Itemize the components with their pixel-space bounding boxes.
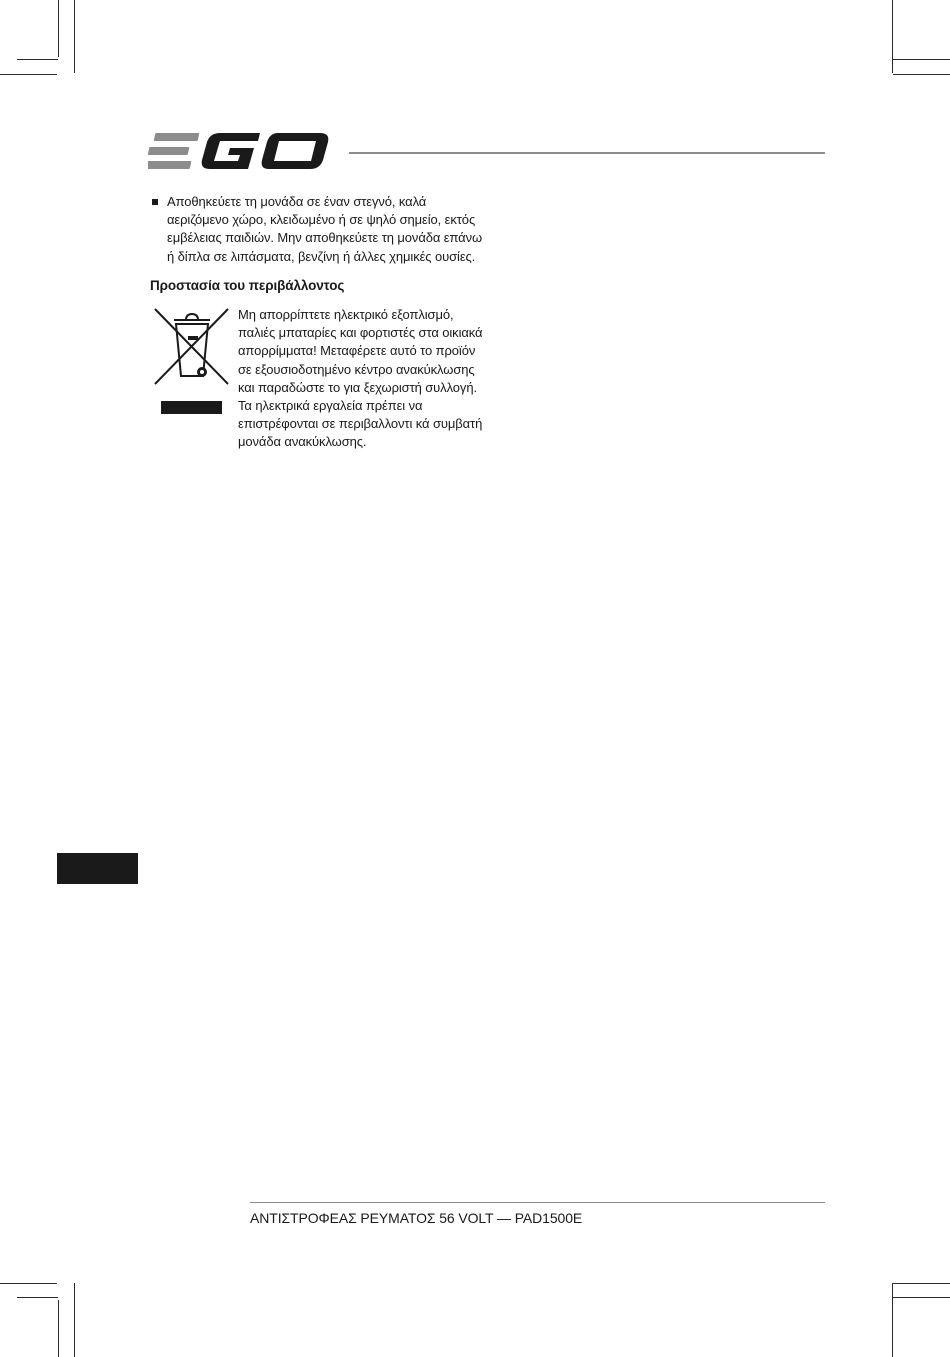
crop-mark xyxy=(17,59,58,60)
footer-rule xyxy=(250,1202,825,1203)
storage-bullet xyxy=(152,193,487,266)
crop-mark xyxy=(74,0,75,73)
crop-mark xyxy=(893,59,950,60)
crossed-out-wheelie-bin-icon xyxy=(152,306,232,418)
crop-mark xyxy=(58,0,59,57)
bullet-marker xyxy=(152,199,158,205)
crop-mark xyxy=(0,74,57,75)
crop-mark xyxy=(893,1283,950,1284)
language-tab xyxy=(57,853,138,884)
crop-mark xyxy=(892,0,893,73)
crop-mark xyxy=(74,1283,75,1357)
crop-mark xyxy=(892,1283,893,1357)
crop-mark xyxy=(0,1283,57,1284)
header-rule xyxy=(349,152,825,154)
crop-mark xyxy=(893,1297,950,1298)
environment-text: Μη απορρίπτετε ηλεκτρικό εξοπλισμό, παλιές μπαταρίες και φορτιστές στα οικιακά απορρίμματα! Μεταφέρετε αυτό το προϊόν σε εξουσιοδοτημένο κέντρο ανακύκλωσης και παραδώστε το για ξεχωριστή συλλογή. Τα ηλεκτρικά εργαλεία πρέπει να επιστρέφονται σε περιβαλλοντι κά συμβατή μονάδα ανακύκλωσης. xyxy=(238,307,483,450)
ego-logo xyxy=(148,130,332,172)
storage-text: Αποθηκεύετε τη μονάδα σε έναν στεγνό, καλά αεριζόμενο χώρο, κλειδωμένο ή σε ψηλό σημείο, εκτός εμβέλειας παιδιών. Μην αποθηκεύετε τη μονάδα επάνω ή δίπλα σε λιπάσματα, βενζίνη ή άλλες χημικές ουσίες. xyxy=(167,194,483,264)
crop-mark xyxy=(893,74,950,75)
crop-mark xyxy=(58,1300,59,1357)
section-heading: Προστασία του περιβάλλοντος xyxy=(150,278,345,293)
footer-title: ΑΝΤΙΣΤΡΟΦΕΑΣ ΡΕΥΜΑΤΟΣ 56 VOLT — PAD1500E xyxy=(250,1210,583,1226)
crop-mark xyxy=(17,1297,58,1298)
